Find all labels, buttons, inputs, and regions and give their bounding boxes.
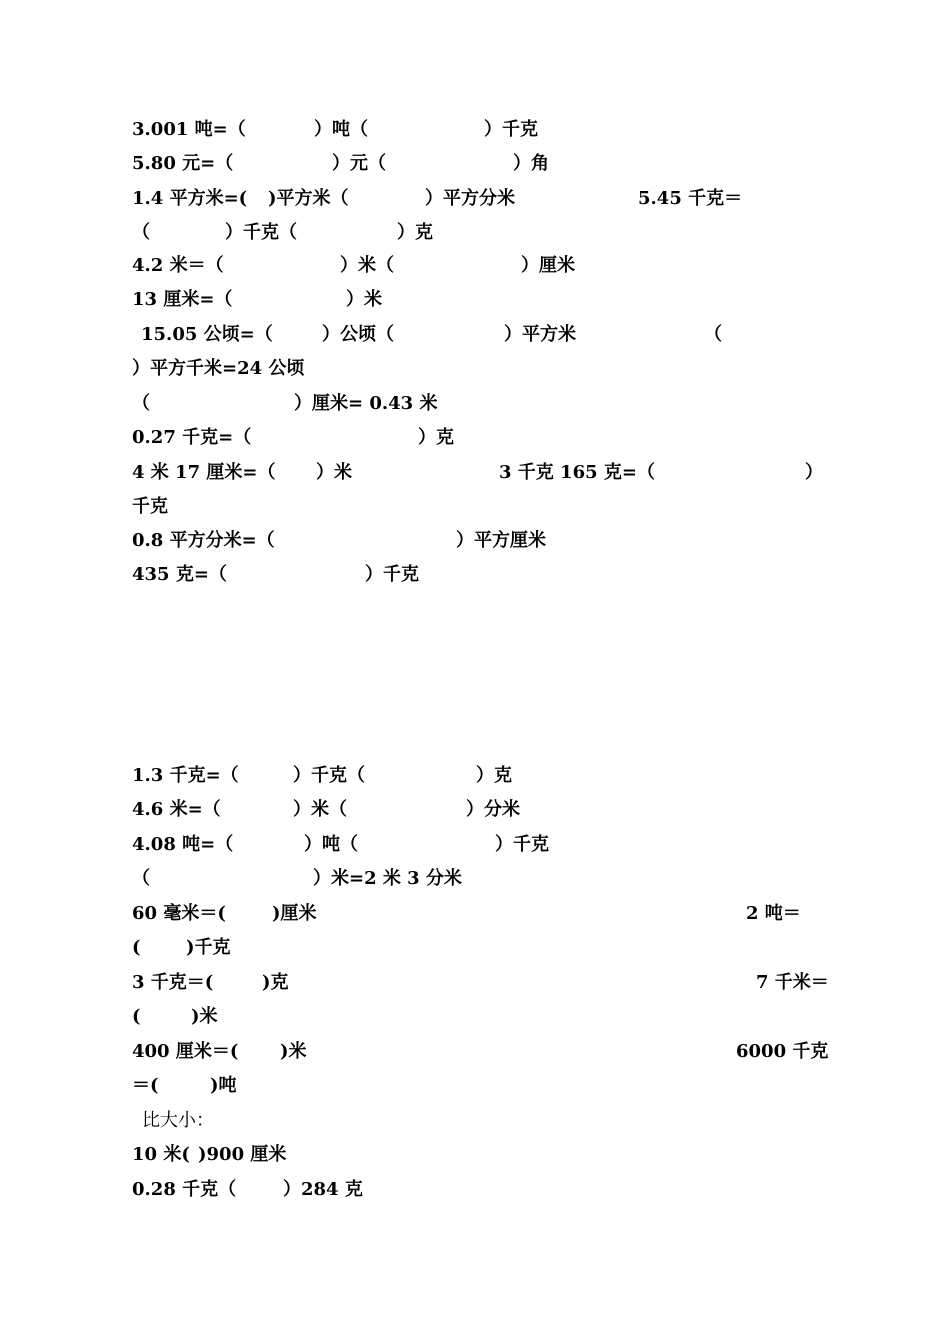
- exercise-line: [132, 187, 743, 211]
- line-segment: ）平方分米: [425, 188, 515, 209]
- line-segment: 400 厘米＝(: [132, 1041, 239, 1062]
- line-segment: ）千克: [484, 119, 538, 140]
- line-segment: )克: [262, 972, 289, 993]
- line-segment: )米: [191, 1006, 218, 1027]
- line-segment: ）克: [397, 222, 433, 243]
- line-segment: ）千克（: [225, 222, 297, 243]
- exercise-line: [132, 833, 549, 857]
- line-segment: 千克: [132, 496, 168, 517]
- exercise-line: [132, 1143, 287, 1167]
- exercise-line: [132, 357, 305, 381]
- line-segment: ）吨（: [314, 119, 368, 140]
- line-segment: (: [132, 937, 141, 958]
- exercise-line: [132, 152, 549, 176]
- line-segment: ）米: [346, 289, 382, 310]
- exercise-line: [132, 529, 546, 553]
- exercise-line: [132, 867, 462, 891]
- exercise-line: [132, 1040, 829, 1064]
- line-segment: 0.27 千克=（: [132, 427, 252, 448]
- line-segment: 4.6 米=（: [132, 799, 221, 820]
- line-segment: ）元（: [332, 153, 386, 174]
- exercise-line: [132, 764, 512, 788]
- line-segment: （: [704, 324, 722, 345]
- line-segment: 1.3 千克=（: [132, 765, 239, 786]
- line-segment: 4 米 17 厘米=（: [132, 462, 276, 483]
- line-segment: 3 千克 165 克=（: [499, 462, 655, 483]
- line-segment: ）平方厘米: [456, 530, 546, 551]
- line-segment: 435 克=（: [132, 564, 227, 585]
- exercise-line: [132, 118, 538, 142]
- line-segment: )米: [280, 1041, 307, 1062]
- compare-heading: 比大小：: [142, 1110, 214, 1131]
- line-segment: 4.08 吨=（: [132, 834, 234, 855]
- exercise-line: [132, 1178, 363, 1202]
- exercise-line: [132, 971, 829, 995]
- exercise-line: [132, 254, 575, 278]
- line-segment: ）米（: [340, 255, 394, 276]
- line-segment: ）米: [316, 462, 352, 483]
- line-segment: ）角: [513, 153, 549, 174]
- line-segment: 10 米(: [132, 1144, 190, 1165]
- line-segment: 1.4 平方米=(: [132, 188, 248, 209]
- line-segment: ）公顷（: [322, 324, 394, 345]
- line-segment: ）克: [418, 427, 454, 448]
- line-segment: 7 千米＝: [756, 972, 829, 993]
- line-segment: ）厘米= 0.43 米: [294, 393, 438, 414]
- exercise-line: [132, 1074, 237, 1098]
- line-segment: ）米=2 米 3 分米: [313, 868, 462, 889]
- line-segment: ）千克（: [293, 765, 365, 786]
- exercise-line: [132, 936, 231, 960]
- line-segment: 4.2 米＝（: [132, 255, 224, 276]
- exercise-line: [132, 563, 419, 587]
- line-segment: ）: [805, 462, 823, 483]
- line-segment: 5.80 元=（: [132, 153, 234, 174]
- line-segment: 5.45 千克＝: [638, 188, 743, 209]
- line-segment: ）分米: [466, 799, 520, 820]
- line-segment: 13 厘米=（: [132, 289, 233, 310]
- line-segment: 60 毫米＝(: [132, 903, 226, 924]
- exercise-line: [132, 323, 722, 347]
- line-segment: 0.28 千克（: [132, 1179, 237, 1200]
- line-segment: （: [132, 393, 150, 414]
- exercise-line: [132, 798, 520, 822]
- exercise-line: [132, 288, 382, 312]
- line-segment: ）克: [476, 765, 512, 786]
- line-segment: （: [132, 222, 150, 243]
- line-segment: )900 厘米: [198, 1144, 287, 1165]
- line-segment: ）吨（: [304, 834, 358, 855]
- line-segment: ）平方千米=24 公顷: [132, 358, 305, 379]
- line-segment: )吨: [210, 1075, 237, 1096]
- exercise-line: [132, 1005, 218, 1029]
- exercise-line: [132, 461, 823, 485]
- line-segment: ）厘米: [521, 255, 575, 276]
- line-segment: ）千克: [495, 834, 549, 855]
- line-segment: 15.05 公顷=（: [141, 324, 273, 345]
- line-segment: (: [132, 1006, 141, 1027]
- exercise-line: [132, 221, 433, 245]
- line-segment: ）千克: [365, 564, 419, 585]
- exercise-line: [132, 426, 454, 450]
- section-heading: [142, 1109, 214, 1133]
- line-segment: 6000 千克: [736, 1041, 829, 1062]
- line-segment: )平方米（: [268, 188, 349, 209]
- line-segment: （: [132, 868, 150, 889]
- line-segment: ）284 克: [283, 1179, 363, 1200]
- line-segment: 2 吨＝: [746, 903, 801, 924]
- line-segment: 3 千克＝(: [132, 972, 214, 993]
- line-segment: 3.001 吨=（: [132, 119, 246, 140]
- line-segment: )厘米: [272, 903, 317, 924]
- exercise-line: [132, 902, 801, 926]
- line-segment: ）平方米: [504, 324, 576, 345]
- line-segment: )千克: [186, 937, 231, 958]
- line-segment: 0.8 平方分米=（: [132, 530, 275, 551]
- line-segment: ）米（: [293, 799, 347, 820]
- line-segment: ＝(: [132, 1075, 159, 1096]
- exercise-line: [132, 495, 168, 519]
- exercise-line: [132, 392, 438, 416]
